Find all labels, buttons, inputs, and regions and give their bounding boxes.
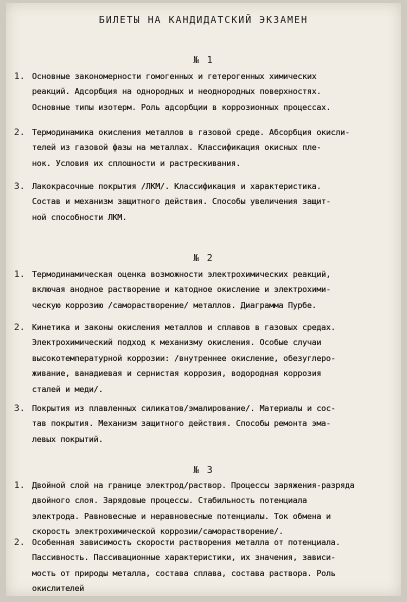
question-number: 3. <box>14 181 26 192</box>
question-line: высокотемпературной коррозии: /внутреннее окисление, обезуглеро- <box>32 352 336 363</box>
question-line: Термодинамика окисления металлов в газовой среде. Абсорбция окисли- <box>32 127 350 137</box>
question-line: скорость электрохимической коррозии/саморастворение/. <box>32 526 284 537</box>
document-title: БИЛЕТЫ НА КАНДИДАТСКИЙ ЭКЗАМЕН <box>98 15 309 26</box>
ticket-1-question-3 <box>14 179 394 225</box>
ticket-3-question-2 <box>14 535 394 596</box>
question-line: Основные типы изотерм. Роль адсорбции в коррозионных процессах. <box>32 101 331 112</box>
ticket-1-question-1 <box>14 69 394 115</box>
question-line: Пассивность. Пассивационные характеристики, их значения, зависи- <box>32 552 336 563</box>
ticket-2-question-3 <box>14 401 394 447</box>
question-number: 1. <box>14 269 26 280</box>
question-line: Кинетика и законы окисления металлов и сплавов в газовых средах. <box>32 322 336 332</box>
question-line: мость от природы металла, состава сплава, состава раствора. Роль <box>32 567 336 578</box>
question-line: Особенная зависимость скорости растворения металла от потенциала. <box>32 537 341 547</box>
ticket-2-question-1 <box>14 267 394 313</box>
question-line: включая анодное растворение и катодное окисление и электрохими- <box>32 284 331 295</box>
question-number: 2. <box>14 127 26 138</box>
question-line: тав покрытия. Механизм защитного действия. Способы ремонта эма- <box>32 418 331 429</box>
question-line: ческую коррозию /саморастворение/ металлов. Диаграмма Пурбе. <box>32 299 317 310</box>
question-line: ной способности ЛКМ. <box>32 211 127 222</box>
question-line: Покрытия из плавленных силикатов/эмалирование/. Материалы и сос- <box>32 403 336 413</box>
ticket-3-heading: № 3 <box>193 465 214 476</box>
question-number: 2. <box>14 322 26 333</box>
question-line: окислителей <box>32 583 85 594</box>
question-line: реакций. Адсорбция на однородных и неоднородных поверхностях. <box>32 86 322 97</box>
question-line: Термодинамическая оценка возможности электрохимических реакций, <box>32 269 331 279</box>
question-line: нок. Условия их сплошности и растрескивания. <box>32 157 241 168</box>
question-line: Электрохимический подход к механизму окисления. Особые случаи <box>32 337 322 348</box>
ticket-1-question-2 <box>14 125 394 171</box>
question-line: Лакокрасочные покрытия /ЛКМ/. Классификация и характеристика. <box>32 181 322 191</box>
question-number: 2. <box>14 537 26 548</box>
ticket-2-heading: № 2 <box>193 253 214 264</box>
question-line: левых покрытий. <box>32 433 104 444</box>
question-line: телей из газовой фазы на металлах. Классификация окисных пле- <box>32 142 322 153</box>
question-line: живание, ванадиевая и сернистая коррозия, водородная коррозия <box>32 368 322 379</box>
question-line: электрода. Равновесные и неравновесные потенциалы. Ток обмена и <box>32 510 331 521</box>
document-page <box>6 3 401 596</box>
question-line: Двойной слой на границе электрод/раствор. Процессы заряжения-разряда <box>32 480 355 490</box>
ticket-1-heading: № 1 <box>193 55 214 66</box>
question-line: двойного слоя. Зарядовые процессы. Стабильность потенциала <box>32 495 308 506</box>
question-line: Состав и механизм защитного действия. Способы увеличения защит- <box>32 196 331 207</box>
ticket-3-question-1 <box>14 478 394 540</box>
question-line: Основные закономерности гомогенных и гетерогенных химических <box>32 71 317 81</box>
question-line: сталей и меди/. <box>32 383 104 394</box>
question-number: 1. <box>14 480 26 491</box>
ticket-2-question-2 <box>14 320 394 397</box>
question-number: 3. <box>14 403 26 414</box>
question-number: 1. <box>14 71 26 82</box>
